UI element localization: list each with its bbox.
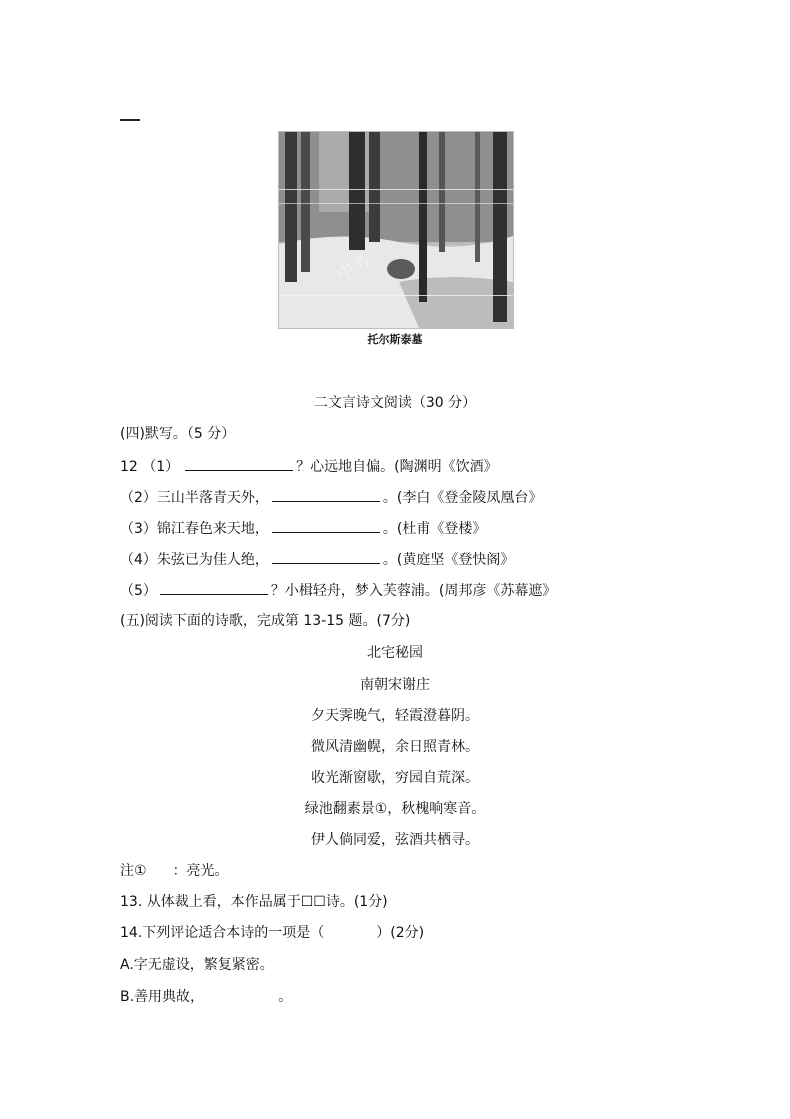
item5-suffix: ？小楫轻舟，梦入芙蓉浦。(周邦彦《苏幕遮》 (270, 583, 557, 599)
item2-suffix: 。(李白《登金陵凤凰台》 (382, 490, 543, 506)
option-a: A.字无虚设，繁复紧密。 (120, 957, 274, 973)
q14-prefix: 14.下列评论适合本诗的一项是（ (120, 925, 325, 941)
answer-blank-1 (185, 456, 293, 471)
item3-prefix: （3）锦江春色来天地， (120, 521, 269, 537)
q12-item5 (120, 580, 556, 601)
q12-prefix: 12 （1） (120, 459, 180, 475)
option-b-suffix: 。 (278, 989, 293, 1005)
item3-suffix: 。(杜甫《登楼》 (382, 521, 487, 537)
forest-scene-illustration (279, 132, 513, 328)
item5-prefix: （5） (120, 583, 157, 599)
photo-watermark: 中考 (333, 250, 375, 287)
note-text: ：亮光。 (172, 863, 229, 879)
q12-item1-text: ？心远地自偏。(陶渊明《饮酒》 (296, 459, 498, 475)
answer-blank-2 (272, 487, 380, 502)
part4-header: (四)默写。（5 分） (120, 426, 236, 442)
footnote (120, 861, 229, 881)
q12-item1 (120, 456, 498, 477)
poem-line-4: 绿池翻素景①，秋槐响寒音。 (304, 801, 486, 817)
poem-line-5: 伊人倘同爱，弦酒共栖寻。 (311, 832, 479, 848)
note-label: 注① (120, 863, 147, 879)
answer-blank-3 (272, 518, 380, 533)
part5-header: (五)阅读下面的诗歌，完成第 13-15 题。(7分) (120, 613, 411, 629)
question-13: 13. 从体裁上看，本作品属于☐☐诗。(1分) (120, 894, 388, 910)
photo-caption: 托尔斯泰墓 (367, 333, 423, 346)
question-14 (120, 923, 424, 943)
option-b-prefix: B.善用典故， (120, 989, 205, 1005)
section-heading: 二文言诗文阅读（30 分） (313, 395, 477, 411)
q14-suffix: ）(2分) (376, 925, 425, 941)
answer-blank-4 (272, 549, 380, 564)
item2-prefix: （2）三山半落青天外， (120, 490, 269, 506)
poem-author: 南朝宋谢庄 (360, 677, 430, 693)
q12-item4 (120, 549, 514, 570)
q12-item3 (120, 518, 486, 539)
poem-line-3: 收光渐窗歇，穷园自荒深。 (311, 770, 479, 786)
poem-title: 北宅秘园 (367, 645, 423, 661)
option-b (120, 987, 292, 1007)
tolstoy-grave-photo (278, 131, 514, 329)
poem-line-2: 微风清幽幌，余日照青林。 (311, 739, 479, 755)
q12-item2 (120, 487, 542, 508)
item4-prefix: （4）朱弦已为佳人绝， (120, 552, 269, 568)
item4-suffix: 。(黄庭坚《登快阁》 (382, 552, 515, 568)
poem-line-1: 夕天霁晚气，轻霞澄暮阴。 (311, 708, 479, 724)
answer-blank-5 (160, 580, 268, 595)
top-dash-rule (120, 119, 140, 121)
